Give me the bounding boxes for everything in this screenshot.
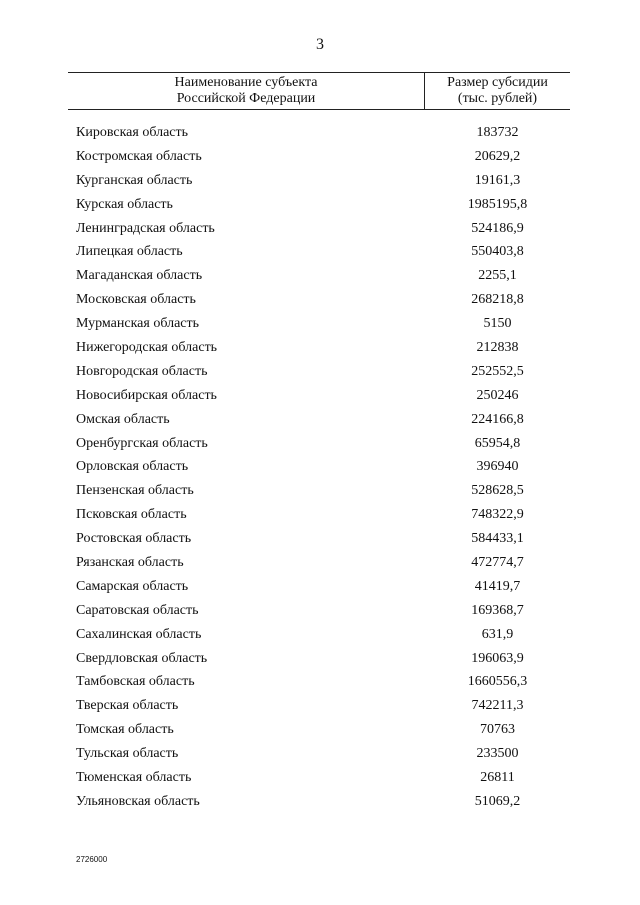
region-name: Московская область: [76, 292, 196, 308]
subsidy-value: 183732: [476, 125, 519, 140]
region-name: Тульская область: [76, 746, 179, 762]
subsidy-value: 19161,3: [474, 172, 521, 188]
region-name: Магаданская область: [76, 268, 203, 284]
subsidy-value: 528628,5: [471, 483, 524, 499]
table-row: [0, 362, 640, 386]
region-name: Ульяновская область: [76, 793, 200, 809]
region-name: Оренбургская область: [76, 435, 208, 451]
header-subsidy-amount: [425, 75, 570, 107]
region-name: Ленинградская область: [76, 220, 215, 236]
region-name: Свердловская область: [76, 650, 208, 666]
table-row: [0, 386, 640, 410]
subsidy-value: 742211,3: [471, 698, 524, 714]
subsidy-value: 268218,8: [471, 292, 524, 308]
table-row: [0, 219, 640, 243]
subsidy-value: 233500: [476, 746, 519, 762]
subsidy-value: 212838: [476, 340, 519, 356]
table-row: [0, 195, 640, 219]
subsidy-value: 396940: [476, 459, 519, 475]
subsidy-value: 1985195,8: [467, 196, 528, 212]
table-body: [0, 123, 640, 816]
table-row: [0, 171, 640, 195]
header-region-name-line1: Наименование субъекта: [174, 75, 318, 90]
subsidy-value: 5150: [483, 316, 512, 332]
table-row: [0, 625, 640, 649]
subsidy-value: 584433,1: [471, 531, 524, 547]
subsidy-value: 65954,8: [474, 435, 521, 451]
subsidy-value: 20629,2: [474, 148, 521, 164]
region-name: Тюменская область: [76, 770, 192, 786]
table-row: [0, 649, 640, 673]
document-code: 2726000: [76, 855, 108, 864]
subsidy-value: 252552,5: [471, 363, 524, 379]
page-number: 3: [316, 36, 324, 53]
subsidy-value: 26811: [480, 770, 515, 786]
region-name: Курская область: [76, 196, 173, 212]
subsidy-value: 51069,2: [474, 793, 521, 809]
table-row: [0, 314, 640, 338]
region-name: Костромская область: [76, 148, 202, 164]
region-name: Мурманская область: [76, 316, 200, 332]
subsidy-value: 169368,7: [471, 602, 524, 618]
table-row: [0, 290, 640, 314]
table-row: [0, 338, 640, 362]
region-name: Ростовская область: [76, 531, 192, 547]
region-name: Тамбовская область: [76, 674, 195, 690]
header-region-name: [68, 75, 424, 107]
table-row: [0, 266, 640, 290]
region-name: Псковская область: [76, 507, 187, 523]
table-row: [0, 481, 640, 505]
table-row: [0, 601, 640, 625]
region-name: Орловская область: [76, 459, 189, 475]
subsidy-value: 748322,9: [471, 507, 524, 523]
table-row: [0, 744, 640, 768]
table-row: [0, 696, 640, 720]
table-row: [0, 457, 640, 481]
header-subsidy-amount-line1: Размер субсидии: [447, 75, 548, 90]
subsidy-value: 196063,9: [471, 650, 524, 666]
header-region-name-line2: Российской Федерации: [176, 91, 316, 106]
subsidy-value: 41419,7: [474, 578, 521, 594]
table-row: [0, 147, 640, 171]
region-name: Курганская область: [76, 172, 193, 188]
region-name: Липецкая область: [76, 244, 183, 260]
table-row: [0, 792, 640, 816]
region-name: Самарская область: [76, 578, 189, 594]
subsidy-value: 2255,1: [478, 268, 517, 284]
subsidy-value: 472774,7: [471, 555, 524, 571]
subsidy-value: 550403,8: [471, 244, 524, 260]
header-subsidy-amount-line2: (тыс. рублей): [457, 91, 538, 106]
region-name: Саратовская область: [76, 602, 199, 618]
region-name: Сахалинская область: [76, 626, 202, 642]
region-name: Нижегородская область: [76, 340, 218, 356]
region-name: Новосибирская область: [76, 387, 217, 403]
subsidy-value: 250246: [476, 387, 519, 403]
region-name: Тверская область: [76, 698, 179, 714]
subsidy-value: 524186,9: [471, 220, 524, 236]
table-row: [0, 434, 640, 458]
table-row: [0, 553, 640, 577]
table-row: [0, 505, 640, 529]
region-name: Омская область: [76, 411, 170, 427]
table-row: [0, 577, 640, 601]
subsidy-value: 224166,8: [471, 411, 524, 427]
region-name: Томская область: [76, 722, 174, 738]
table-row: [0, 672, 640, 696]
region-name: Кировская область: [76, 125, 189, 140]
table-row: [0, 242, 640, 266]
subsidy-value: 1660556,3: [467, 674, 528, 690]
subsidy-value: 70763: [480, 722, 515, 738]
table-row: [0, 768, 640, 792]
region-name: Новгородская область: [76, 363, 208, 379]
table-row: [0, 720, 640, 744]
table-row: [0, 123, 640, 147]
table-header: [68, 72, 570, 110]
region-name: Пензенская область: [76, 483, 194, 499]
region-name: Рязанская область: [76, 555, 184, 571]
table-row: [0, 410, 640, 434]
subsidy-value: 631,9: [481, 626, 514, 642]
table-row: [0, 529, 640, 553]
